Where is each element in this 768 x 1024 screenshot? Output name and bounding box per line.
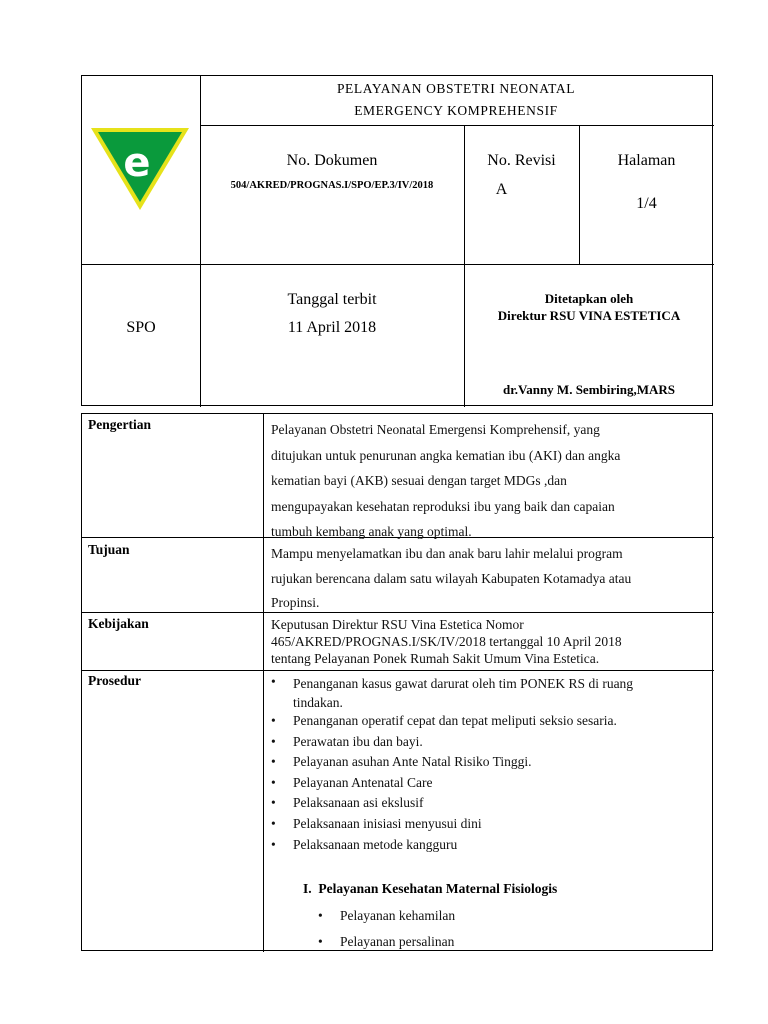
- revision-value: A: [495, 181, 508, 198]
- text-pengertian: Pelayanan Obstetri Neonatal Emergensi Komprehensif, yang ditujukan untuk penurunan angka kematian ibu (AKI) dan angka kematian bayi (AKB) sesuai dengan target MDGs ,dan mengupayakan kesehatan reproduksi ibu yang baik dan capaian tumbuh kembang anak yang optimal.: [271, 422, 621, 539]
- label-tujuan: Tujuan: [88, 542, 130, 557]
- text-tujuan: Mampu menyelamatkan ibu dan anak baru lahir melalui program rujukan berencana dalam satu wilayah Kabupaten Kotamadya atau Propinsi.: [271, 546, 632, 610]
- signatory-name: dr.Vanny M. Sembiring,MARS: [502, 382, 676, 397]
- approved-by: Direktur RSU VINA ESTETICA: [497, 308, 681, 323]
- procedure-table: Pengertian Pelayanan Obstetri Neonatal Emergensi Komprehensif, yang ditujukan untuk penurunan angka kematian ibu (AKI) dan angka kematian bayi (AKB) sesuai dengan target MDGs ,dan mengupayakan kesehatan reproduksi ibu yang baik dan capaian tumbuh kembang anak yang optimal. Tujuan Mampu menyelamatkan ibu dan anak baru lahir melalui program rujukan berencana dalam satu wilayah Kabupaten Kotamadya atau Propinsi. Kebijakan Keputusan Direktur RSU Vina Estetica Nomor 465/AKRED/PROGNAS.I/SK/IV/2018 tertanggal 10 April 2018 tentang Pelayanan Ponek Rumah Sakit Umum Vina Estetica. Prosedur • Penanganan kasus gawat darurat oleh tim PONEK RS di ruang tindakan. • Penanganan operatif cepat dan tepat meliputi seksio sesaria. • Perawatan ibu dan bayi. • Pelayanan asuhan Ante Natal Risiko Tinggi. • Pelayanan Antenatal Care • Pelaksanaan asi ekslusif • Pelaksanaan inisiasi menyusui dini • Pelaksanaan metode kangguru I. Pelayanan Kesehatan Maternal Fisiologis • Pelayanan kehamilan • Pelayanan persalinan: [81, 413, 713, 951]
- title-line-1: PELAYANAN OBSTETRI NEONATAL: [336, 81, 576, 96]
- label-kebijakan: Kebijakan: [88, 616, 149, 631]
- subheading-maternal: I. Pelayanan Kesehatan Maternal Fisiologis: [303, 881, 558, 896]
- approved-label: Ditetapkan oleh: [544, 291, 634, 306]
- hospital-logo: [88, 124, 192, 214]
- doc-number-value: 504/AKRED/PROGNAS.I/SPO/EP.3/IV/2018: [230, 180, 434, 191]
- header-table: [81, 75, 713, 406]
- label-prosedur: Prosedur: [88, 673, 141, 688]
- spo-label: SPO: [126, 319, 156, 336]
- doc-number-label: No. Dokumen: [286, 152, 378, 169]
- label-pengertian: Pengertian: [88, 417, 151, 432]
- issue-date-label: Tanggal terbit: [287, 291, 377, 308]
- page-value: 1/4: [636, 195, 657, 212]
- text-kebijakan: Keputusan Direktur RSU Vina Estetica Nomor 465/AKRED/PROGNAS.I/SK/IV/2018 tertanggal 10 April 2018 tentang Pelayanan Ponek Rumah Sakit Umum Vina Estetica.: [271, 617, 622, 666]
- page-label: Halaman: [617, 152, 676, 169]
- title-line-2: EMERGENCY KOMPREHENSIF: [354, 103, 558, 118]
- revision-label: No. Revisi: [487, 152, 556, 169]
- logo-letter: e: [123, 140, 151, 186]
- issue-date-value: 11 April 2018: [287, 319, 377, 336]
- document-title: [200, 78, 712, 122]
